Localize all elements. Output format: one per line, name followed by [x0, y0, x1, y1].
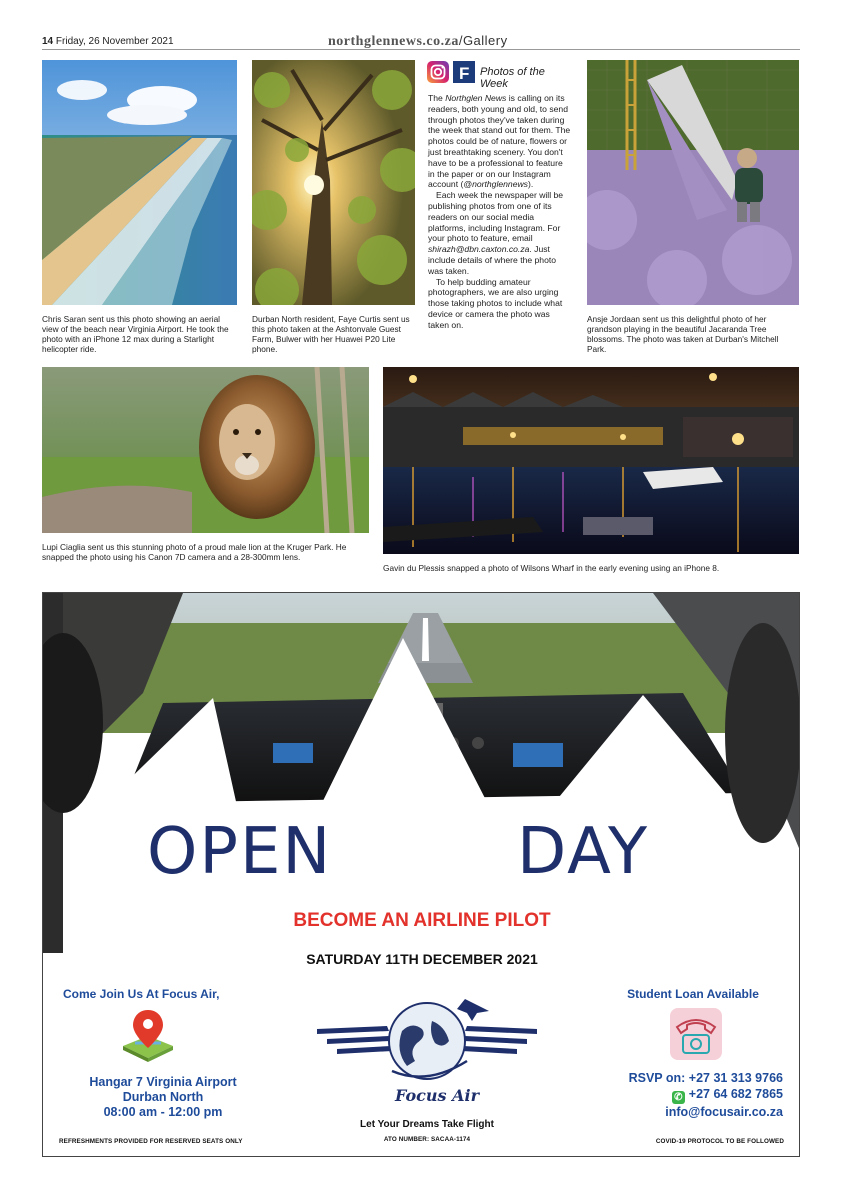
beach-aerial-photo	[42, 60, 237, 305]
contact-email[interactable]: info@focusair.co.za	[665, 1105, 783, 1119]
logo-wordmark: Focus Air	[395, 1086, 480, 1105]
ato-number: ATO NUMBER: SACAA-1174	[383, 1136, 471, 1143]
jacaranda-caption: Ansje Jordaan sent us this delightful photo of her grandson playing in the beautiful Jacaranda Tree blossoms. The photo was taken at Durban's Mitchell Park.	[587, 314, 779, 354]
event-time: 08:00 am - 12:00 pm	[103, 1105, 223, 1119]
day-text: DAY	[517, 815, 650, 889]
wharf-caption: Gavin du Plessis snapped a photo of Wilsons Wharf in the early evening using an iPhone 8.	[383, 563, 720, 573]
map-pin-icon	[118, 1008, 178, 1063]
potw-intro: The Northglen News is calling on its readers, both young and old, to send through photos they've taken during the week that stand out for them. The photos could be of nature, flowers or just breathtaking scenery. You don't have to be a professional to feature in the paper or on our Instagram account (@northglennews). Each week the newspaper will be publishing photos from one of its readers on our social media platforms, including Instagram. For your photo to feature, email shirazh@dbn.caxton.co.za. Just include details of where the photo was taken. To help budding amateur photographers, we are also urging those taking photos to include what device or camera the photo was taken on.	[428, 93, 571, 330]
beach-caption: Chris Saran sent us this photo showing an aerial view of the beach near Virginia Airport. He took the photo with an iPhone 12 max during a Starlight helicopter ride.	[42, 314, 229, 354]
svg-text:F: F	[459, 64, 470, 83]
tagline: Let Your Dreams Take Flight	[360, 1119, 494, 1130]
venue-line-2: Durban North	[122, 1090, 204, 1104]
lion-photo	[42, 367, 369, 533]
phone-icon	[669, 1007, 723, 1061]
tree-caption: Durban North resident, Faye Curtis sent us this photo taken at the Ashtonvale Guest Farm, Bulwer with her Huawei P20 Lite phone.	[252, 314, 410, 354]
site-name[interactable]: northglennews.co.za/Gallery	[328, 33, 508, 49]
venue-block	[43, 1075, 283, 1120]
instagram-icon[interactable]	[427, 61, 449, 83]
join-text: Come Join Us At Focus Air,	[63, 987, 220, 1001]
covid-note: COVID-19 PROTOCOL TO BE FOLLOWED	[655, 1138, 784, 1145]
refreshments-note: REFRESHMENTS PROVIDED FOR RESERVED SEATS ONLY	[59, 1138, 243, 1145]
potw-header	[427, 61, 573, 90]
facebook-icon[interactable]	[453, 61, 475, 83]
email-link[interactable]: shirazh@dbn.caxton.co.za	[428, 244, 530, 255]
whatsapp-icon: ✆	[672, 1091, 685, 1104]
focus-air-advert	[42, 592, 800, 1157]
venue-line-1: Hangar 7 Virginia Airport	[89, 1075, 237, 1089]
potw-title: Photos of the Week	[480, 66, 545, 90]
rsvp-phone[interactable]: RSVP on: +27 31 313 9766	[628, 1071, 783, 1085]
event-date: SATURDAY 11TH DECEMBER 2021	[306, 951, 538, 967]
contact-block	[583, 1070, 783, 1120]
jacaranda-photo	[587, 60, 799, 305]
tree-sunset-photo	[252, 60, 415, 305]
focus-air-logo	[317, 991, 537, 1111]
open-text: OPEN	[147, 815, 333, 889]
header-divider	[42, 49, 800, 50]
student-loan: Student Loan Available	[627, 987, 759, 1001]
wharf-night-photo	[383, 367, 799, 554]
page-number-date: 14 Friday, 26 November 2021	[42, 36, 174, 47]
ad-headline: BECOME AN AIRLINE PILOT	[293, 910, 551, 931]
lion-caption: Lupi Ciaglia sent us this stunning photo of a proud male lion at the Kruger Park. He snapped the photo using his Canon 7D camera and a 28-300mm lens.	[42, 542, 347, 562]
whatsapp-row[interactable]: ✆ +27 64 682 7865	[583, 1086, 783, 1104]
